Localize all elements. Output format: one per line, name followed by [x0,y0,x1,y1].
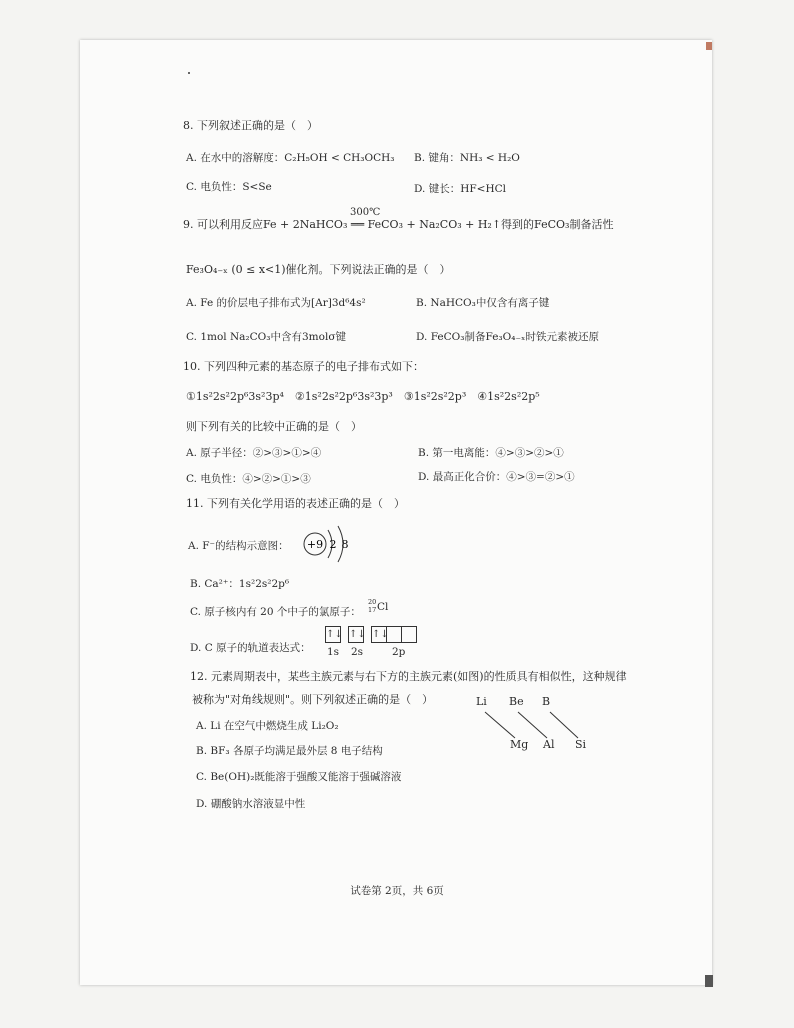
q9-stem2: Fe₃O₄₋ₓ (0 ≤ x<1)催化剂。下列说法正确的是（ ） [186,263,451,276]
orbital-box-2p-1: ↑↓ [371,626,387,643]
diagonal-line-li-mg [485,712,515,738]
orbital-label-1s: 1s [327,646,340,658]
q11-option-c: C. 原子核内有 20 个中子的氯原子： [190,606,361,618]
element-mg: Mg [510,738,529,751]
orbital-box-1s: ↑↓ [325,626,341,643]
chlorine-isotope-notation [368,598,408,620]
diagonal-line-be-al [518,712,547,738]
q10-stem2: 则下列有关的比较中正确的是（ ） [186,420,362,433]
element-be: Be [509,695,524,708]
exam-page [80,40,712,985]
shell-2-electrons: 8 [341,538,349,551]
q8-stem: 8. 下列叙述正确的是（ ） [183,119,318,132]
q12-option-a: A. Li 在空气中燃烧生成 Li₂O₂ [196,720,339,732]
isotope-symbol: Cl [377,601,389,613]
orbital-label-2p: 2p [392,646,406,658]
scan-dot [188,72,190,74]
page-corner-mark-bottom [705,975,713,987]
orbital-diagram [325,626,417,643]
q11-option-a: A. F⁻的结构示意图： [188,540,289,552]
q12-stem2: 被称为"对角线规则"。则下列叙述正确的是（ ） [192,693,434,706]
q9-option-a: A. Fe 的价层电子排布式为[Ar]3d⁶4s² [186,297,366,309]
orbital-box-2s: ↑↓ [348,626,364,643]
q8-option-d: D. 键长：HF<HCl [414,183,507,195]
element-al: Al [543,738,555,751]
q12-option-c: C. Be(OH)₂既能溶于强酸又能溶于强碱溶液 [196,771,402,783]
q10-stem: 10. 下列四种元素的基态原子的电子排布式如下： [183,360,424,373]
isotope-atomic-number: 17 [368,606,377,614]
q12-option-b: B. BF₃ 各原子均满足最外层 8 电子结构 [196,745,383,757]
element-li: Li [476,695,487,708]
orbital-label-2s: 2s [351,646,364,658]
element-b: B [542,695,551,708]
diagonal-line-b-si [550,712,578,738]
element-si: Si [575,738,587,751]
q8-option-a: A. 在水中的溶解度：C₂H₅OH < CH₃OCH₃ [186,152,395,164]
shell-1-electrons: 2 [329,538,337,551]
nucleus-charge: +9 [306,538,324,551]
q10-option-b: B. 第一电离能：④>③>②>① [418,447,564,459]
orbital-box-2p-2 [387,626,402,643]
orbital-box-2p-3 [402,626,417,643]
q12-stem: 12. 元素周期表中，某些主族元素与右下方的主族元素(如图)的性质具有相似性，这种规律 [190,670,627,683]
q11-option-d: D. C 原子的轨道表达式： [190,642,311,654]
q8-option-c: C. 电负性：S<Se [186,181,272,193]
q11-stem: 11. 下列有关化学用语的表述正确的是（ ） [186,497,405,510]
q12-option-d: D. 硼酸钠水溶液显中性 [196,798,306,810]
q9-option-c: C. 1mol Na₂CO₃中含有3molσ键 [186,331,346,343]
fluoride-ion-structure-diagram [300,520,360,570]
q11-option-b: B. Ca²⁺：1s²2s²2p⁶ [190,578,290,590]
q10-option-d: D. 最高正化合价：④>③=②>① [418,471,575,483]
q9-stem: 9. 可以利用反应Fe + 2NaHCO₃ ══ FeCO₃ + Na₂CO₃ + H₂↑得到的FeCO₃制备活性 [183,218,614,231]
q9-condition: 300℃ [350,207,381,218]
diagonal-rule-lines [470,700,590,745]
isotope-mass-number: 20 [368,598,377,606]
q10-option-c: C. 电负性：④>②>①>③ [186,473,311,485]
q9-option-b: B. NaHCO₃中仅含有离子键 [416,297,550,309]
q8-option-b: B. 键角：NH₃ < H₂O [414,152,520,164]
q10-configs: ①1s²2s²2p⁶3s²3p⁴ ②1s²2s²2p⁶3s²3p³ ③1s²2s²2p³ ④1s²2s²2p⁵ [186,390,540,403]
q9-option-d: D. FeCO₃制备Fe₃O₄₋ₓ时铁元素被还原 [416,331,599,343]
page-corner-mark [706,42,712,50]
page-footer: 试卷第 2页，共 6页 [350,885,444,897]
q10-option-a: A. 原子半径：②>③>①>④ [186,447,322,459]
